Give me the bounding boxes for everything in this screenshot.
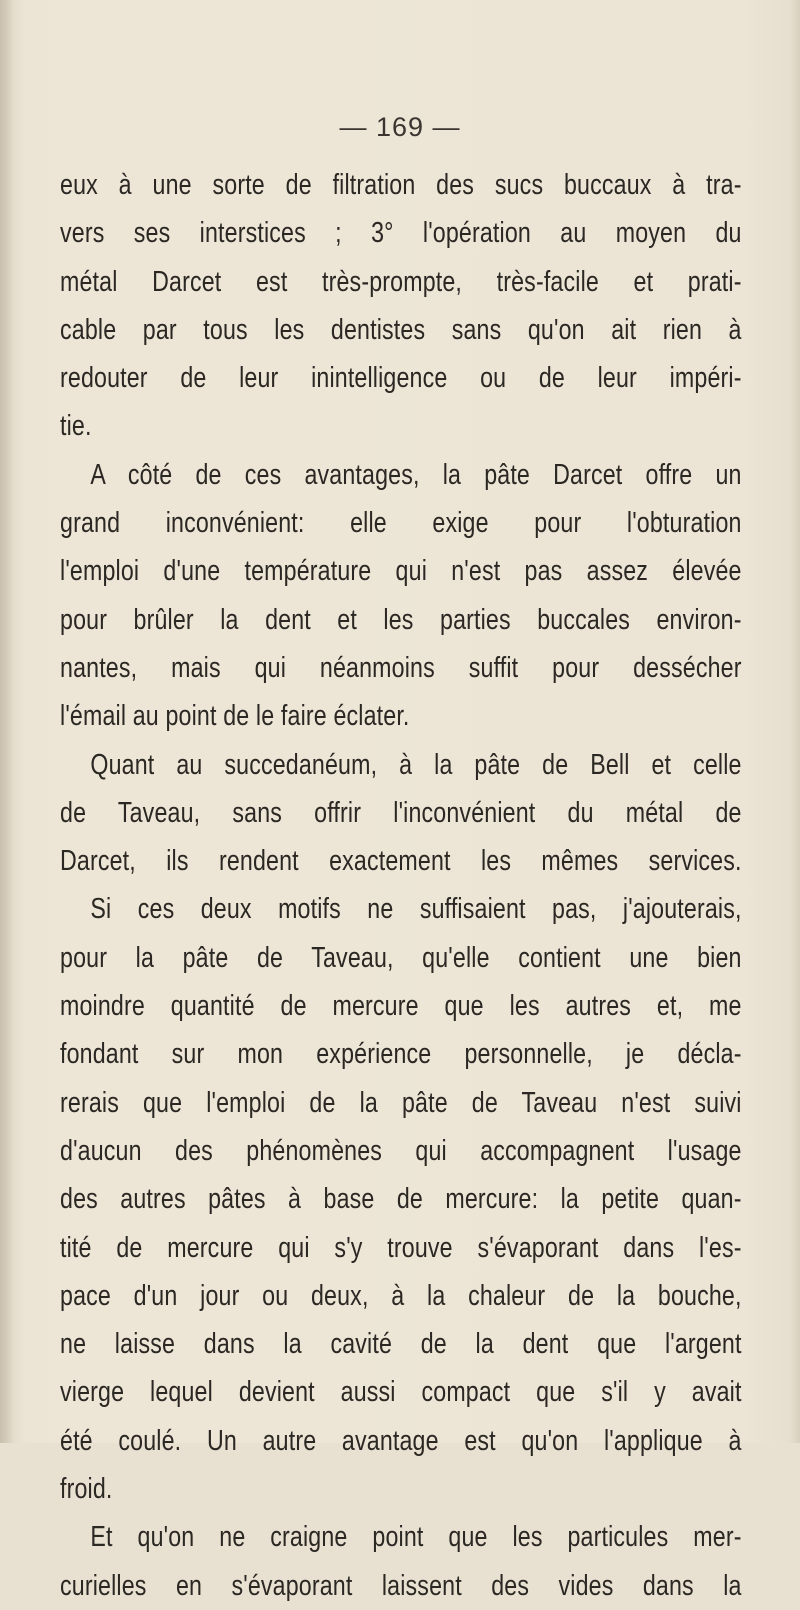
text-line: grand inconvénient: elle exige pour l'obturation	[60, 507, 742, 540]
text-line: pace d'un jour ou deux, à la chaleur de la bouche,	[60, 1279, 742, 1312]
body-text	[60, 161, 742, 1610]
text-line: Darcet, ils rendent exactement les mêmes services.	[60, 845, 742, 878]
text-line: rerais que l'emploi de la pâte de Taveau n'est suivi	[60, 1086, 742, 1119]
text-line: moindre quantité de mercure que les autres et, me	[60, 990, 742, 1023]
page-number: — 169 —	[339, 112, 461, 142]
text-line: Si ces deux motifs ne suffisaient pas, j'ajouterais,	[90, 893, 742, 926]
text-line: d'aucun des phénomènes qui accompagnent l'usage	[60, 1134, 742, 1167]
text-line: vierge lequel devient aussi compact que s'il y avait	[60, 1376, 742, 1409]
text-line: Et qu'on ne craigne point que les particules mer-	[90, 1521, 742, 1554]
text-line: pour la pâte de Taveau, qu'elle contient une bien	[60, 941, 742, 974]
text-line: l'émail au point de le faire éclater.	[60, 700, 410, 733]
text-line: pour brûler la dent et les parties buccales environ-	[60, 603, 742, 636]
text-line: curielles en s'évaporant laissent des vides dans la	[60, 1569, 742, 1602]
text-line: fondant sur mon expérience personnelle, je décla-	[60, 1038, 742, 1071]
text-line: cable par tous les dentistes sans qu'on ait rien à	[60, 313, 742, 346]
text-line: tie.	[60, 410, 92, 443]
text-line: A côté de ces avantages, la pâte Darcet offre un	[90, 458, 742, 491]
text-line: nantes, mais qui néanmoins suffit pour dessécher	[60, 651, 742, 684]
text-line: de Taveau, sans offrir l'inconvénient du métal de	[60, 796, 742, 829]
text-line: froid.	[60, 1473, 113, 1506]
text-line: Quant au succedanéum, à la pâte de Bell et celle	[90, 748, 742, 781]
text-line: eux à une sorte de filtration des sucs buccaux à tra-	[60, 169, 742, 201]
text-line: des autres pâtes à base de mercure: la petite quan-	[60, 1183, 742, 1216]
text-line: vers ses interstices ; 3° l'opération au moyen du	[60, 217, 742, 250]
text-line: tité de mercure qui s'y trouve s'évaporant dans l'es-	[60, 1231, 742, 1264]
text-line: redouter de leur inintelligence ou de leur impéri-	[60, 362, 742, 395]
text-line: été coulé. Un autre avantage est qu'on l'applique à	[60, 1424, 742, 1457]
text-line: métal Darcet est très-prompte, très-facile et prati-	[60, 265, 742, 298]
text-line: ne laisse dans la cavité de la dent que l'argent	[60, 1328, 742, 1361]
text-line: l'emploi d'une température qui n'est pas assez élevée	[60, 555, 742, 588]
page-gutter-shadow	[0, 0, 14, 1443]
